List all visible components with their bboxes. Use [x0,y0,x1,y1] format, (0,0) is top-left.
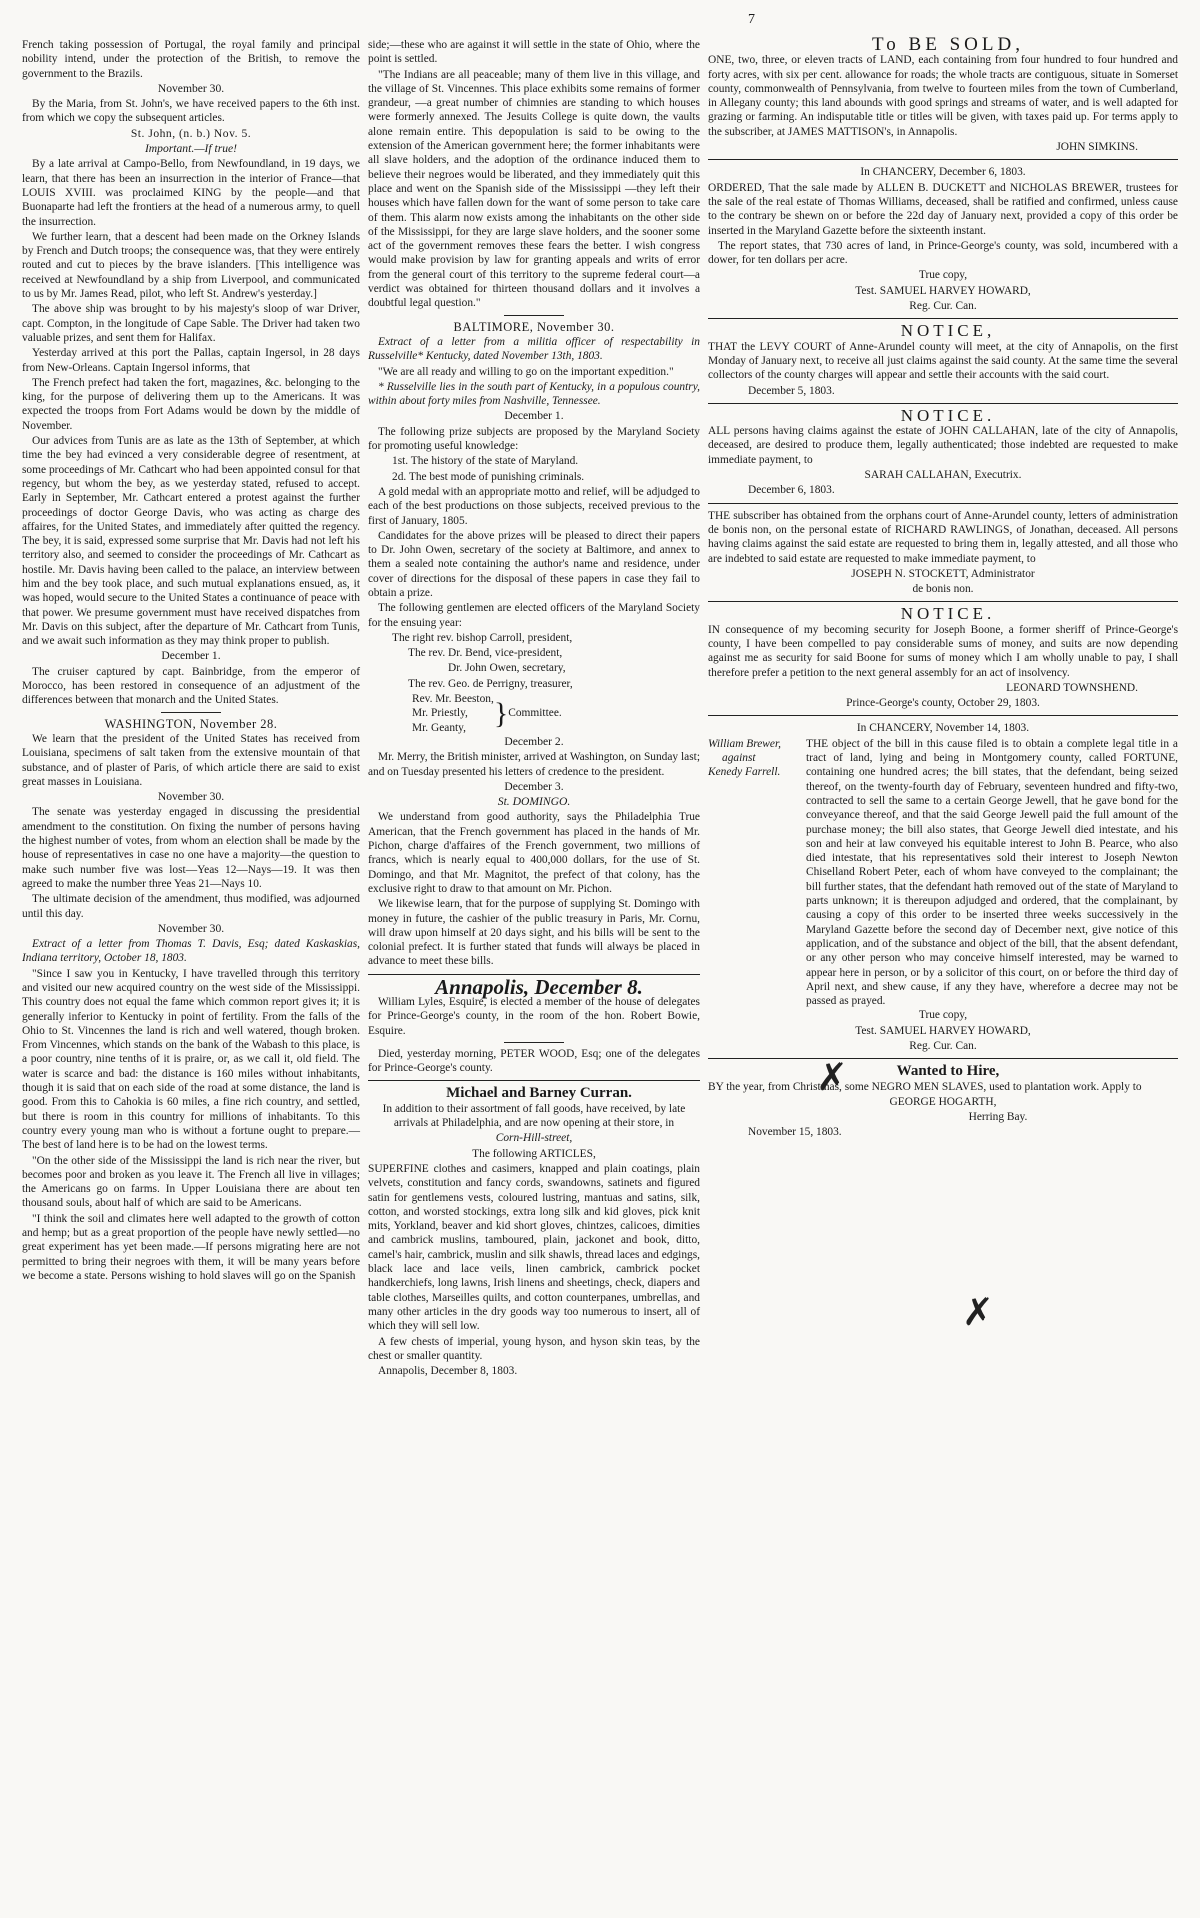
party: Kenedy Farrell. [708,766,781,779]
paragraph: By a late arrival at Campo-Bello, from Newfoundland, in 19 days, we learn, that there has been an insurrection in the interior of France—that LOUIS XVIII. was proclaimed KING by the people—and that Buonaparte had left the frontiers at the head of a numerous army, to quell the insurrection. [22,158,360,228]
notice-heading: NOTICE. [900,604,996,624]
divider [708,503,1178,504]
paragraph: "I think the soil and climates here well adapted to the growth of cotton and hemp; but as a great proportion of the people have newly settled—no great experiment has yet been made.—If persons migrating here are not permitted to bring their negroes with them, it will be many years before we become a state. Persons wishing to hold slaves will go on the Spanish [22,1212,360,1282]
paragraph: The report states, that 730 acres of land, in Prince-George's county, was sold, incumbered with a dower, for ten dollars per acre. [708,239,1178,267]
annapolis-heading: Annapolis, December 8. [435,974,643,999]
paragraph: True copy, [918,1009,968,1022]
paragraph: ORDERED, That the sale made by ALLEN B. DUCKETT and NICHOLAS BREWER, trustees for the sale of the real estate of Thomas Williams, deceased, shall be ratified and confirmed, unless cause to the contrary be shewn on or before the 22d day of January next, provided a copy of this order be inserted in the Maryland Gazette before the sixteenth instant. [708,181,1178,237]
paragraph: ONE, two, three, or eleven tracts of LAND, each containing from four hundred to four hundred and forty acres, with six per cent. allowance for roads; the whole tracts are contiguous, situate in Somerset county, commonwealth of Pennsylvania, from twelve to fourteen miles from the town of Cumberland, in Allegany county; this land abounds with good springs and streams of water, and is well adapted for grazing or farming. An indisputable title or titles will be given, with taxes paid up. For terms apply to the subscriber, at JAMES MATTISON's, in Annapolis. [708,54,1178,138]
committee-member: Mr. Priestly, [412,707,468,720]
paragraph: William Lyles, Esquire, is elected a member of the house of delegates for Prince-George's county, in the room of the hon. Robert Bowie, Esquire. [368,996,700,1037]
advert-heading: Wanted to Hire, [896,1063,1000,1080]
paragraph: Annapolis, December 8, 1803. [378,1365,518,1378]
signature: JOHN SIMKINS. [1056,141,1138,154]
paragraph: The following ARTICLES, [472,1147,596,1160]
divider [161,712,221,713]
divider [708,403,1178,404]
paragraph: Corn-Hill-street, [495,1132,573,1145]
paragraph: The ultimate decision of the amendment, thus modified, was adjourned until this day. [22,893,360,920]
paragraph: The above ship was brought to by his majesty's sloop of war Driver, capt. Compton, in the longitude of Cape Sable. The Driver had taken two valuable prizes, and sent them for Halifax. [22,303,360,344]
handwritten-x-mark: ✗ [962,1290,994,1334]
paragraph: The senate was yesterday engaged in discussing the presidential amendment to the constitution. On fixing the number of persons having the highest number of votes, from whom an election shall be made by the house of representatives in case no one have a majority—the question to make such number five was lost—Yeas 12—Nays—19. It was then agreed to make the number three Yeas 21—Nays 10. [22,806,360,890]
subheading: Important.—If true! [144,142,238,156]
committee-label: Committee. [508,707,562,720]
paragraph: BY the year, from Christmas, some NEGRO MEN SLAVES, used to plantation work. Apply to [708,1080,1142,1093]
handwritten-x-mark: ✗ [816,1055,848,1099]
officer-line: The rev. Dr. Bend, vice-president, [408,647,563,660]
case-parties [708,737,800,1009]
paragraph: "The Indians are all peaceable; many of them live in this village, and the village of St. Vincennes. This place exhibits some remains of former grandeur, —a great number of chimnies are standing to which houses were formerly annexed. The Jesuits College is quite down, the vaults alone remain entire. This depopulation is said to be owing to the extension of the American government here; the former inhabitants were all slave holders, and the adoption of the ordinance induced them to believe their negroes would be liberated, and they immediately quit this place and went on the Spanish side of the Mississippi —they left their houses which have fallen down for the want of some person to take care of them. This alarm now exists among the inhabitants on the other side of the Mississippi, for they are large slave holders, and the sooner some act of the government removes these fears the better. I wish congress would make provision by law for granting appeals and writs of error from the general court of this territory to the supreme federal court—a verdict was obtained for thirteen thousand dollars and it involves a doubtful legal question." [368,68,700,310]
notice-heading: In CHANCERY, November 14, 1803. [856,722,1030,735]
column-right [708,34,1178,1141]
paragraph: THAT the LEVY COURT of Anne-Arundel county will meet, at the city of Annapolis, on the first Monday of January next, to receive all just claims against the said county. At the same time the several collectors of the county charges will appear and settle their accounts with the said court. [708,340,1178,382]
dateline: November 30. [157,921,225,935]
paragraph: A gold medal with an appropriate motto and relief, will be adjudged to each of the best productions on those subjects, received previous to the first of January, 1805. [368,485,700,527]
column-left [22,38,360,1284]
dateline: Prince-George's county, October 29, 1803. [846,697,1040,710]
officer-line: Dr. John Owen, secretary, [448,662,566,675]
dateline: December 5, 1803. [748,384,835,397]
dateline: December 3. [504,779,564,793]
advert-heading: Michael and Barney Curran. [446,1085,632,1102]
paragraph: The following gentlemen are elected officers of the Maryland Society for the ensuing year: [368,602,700,629]
dateline: December 6, 1803. [748,484,835,497]
paragraph: Died, yesterday morning, PETER WOOD, Esq; one of the delegates for Prince-George's county. [368,1047,700,1075]
paragraph: IN consequence of my becoming security for Joseph Boone, a former sheriff of Prince-George's county, I have been compelled to pay considerable sums of money, and suits are now depending against me as security for said Boone for sums of money which I am wholly unable to pay, I shall therefore prefer a petition to the next general assembly for an act of insolvency. [708,623,1178,679]
page-number: 7 [748,12,755,27]
paragraph: By the Maria, from St. John's, we have received papers to the 6th inst. from which we copy the subsequent articles. [22,98,360,125]
divider [504,315,564,316]
extract-heading: Extract of a letter from Thomas T. Davis, Esq; dated Kaskaskias, Indiana territory, October 18, 1803. [22,938,360,965]
committee-names [412,692,494,735]
divider [708,1058,1178,1059]
footnote: * Russelville lies in the south part of Kentucky, in a populous country, within about forty miles from Nashville, Tennessee. [368,380,700,408]
signature: Test. SAMUEL HARVEY HOWARD, [855,1024,1031,1037]
signature: JOSEPH N. STOCKETT, Administrator [851,567,1035,580]
signature: Herring Bay. [968,1111,1028,1124]
paragraph: French taking possession of Portugal, the royal family and principal nobility intend, under the protection of the British, to remove the government to the Brazils. [22,39,360,80]
paragraph: True copy, [918,269,968,282]
dateline: November 30. [157,81,225,95]
paragraph: The French prefect had taken the fort, magazines, &c. belonging to the king, for the purpose of delivering them up to the Americans. It was expected the troops from Fort Adams would be down by the middle of November. [22,376,360,432]
notice-heading: NOTICE. [900,405,996,425]
subheading: St. DOMINGO. [497,795,571,809]
committee-member: Rev. Mr. Beeston, [412,693,494,706]
paragraph: "Since I saw you in Kentucky, I have travelled through this territory and visited our new acquired country on the west side of the Mississippi. This country does not equal the fame which common report gives it; it is generally inferior to Kentucky in point of fertility. From the falls of the Ohio to St. Vincennes the land is rich and well watered, though broken. From Vincennes, which stands on the bank of the Wabash to this place, is a poor country, nine tenths of it is praire, or, as we call it, old field. The water is scarce and bad: the distance is 160 miles without inhabitants, though it is said that on each side of the road at some distance, the land is good. From this to Cahokia is 60 miles, a fine rich country, and settled, but there is room in this country for millions of inhabitants. To this country every young man who is without a fortune ought to prepare.—The best of land here is to be had on the lowest terms. [22,967,360,1152]
paragraph: side;—these who are against it will settle in the state of Ohio, where the point is settled. [368,39,700,66]
signature: de bonis non. [912,583,974,596]
divider [708,159,1178,160]
paragraph: Candidates for the above prizes will be pleased to direct their papers to Dr. John Owen, secretary of the society at Baltimore, and annex to them a sealed note containing the author's name and residence, under cover of directions for the disposal of these papers in case they fail to obtain a prize. [368,529,700,599]
signature: Test. SAMUEL HARVEY HOWARD, [855,284,1031,297]
committee-block [368,692,700,735]
paragraph: THE subscriber has obtained from the orphans court of Anne-Arundel county, letters of administration de bonis non, on the personal estate of RICHARD RAWLINGS, of Jonathan, deceased. All persons having claims against the said estate are requested to bring them in, legally attested, and all those who are indebted to said estate are requested to make immediate payment, to [708,509,1178,565]
paragraph: A few chests of imperial, young hyson, and hyson skin teas, by the chest or smaller quantity. [368,1335,700,1362]
dateline: November 30. [157,790,225,804]
divider [708,715,1178,716]
column-middle [368,38,700,1379]
paragraph: We learn that the president of the United States has received from Louisiana, specimens of salt taken from the extensive mountain of that substance, and of plaster of Paris, of which article there are said to exist great masses in Louisiana. [22,732,360,788]
dateline: December 2. [504,734,564,748]
advert-heading: To BE SOLD, [872,34,1024,55]
divider [504,1042,564,1043]
paragraph: "We are all ready and willing to go on the important expedition." [378,365,674,378]
paragraph: We likewise learn, that for the purpose of supplying St. Domingo with money in future, the cashier of the public treasury in Paris, Mr. Cornu, will draw upon himself at 20 days sight, and his bills will be sent to the colonial prefect. It is further stated that funds will always be placed in advance to meet these bills. [368,898,700,968]
paragraph: Mr. Merry, the British minister, arrived at Washington, on Sunday last; and on Tuesday presented his letters of credence to the president. [368,751,700,778]
divider [708,601,1178,602]
paragraph: The following prize subjects are proposed by the Maryland Society for promoting useful knowledge: [368,425,700,453]
signature: Reg. Cur. Can. [909,1040,977,1052]
divider [368,1080,700,1081]
notice-heading: In CHANCERY, December 6, 1803. [860,166,1026,179]
paragraph: Our advices from Tunis are as late as the 13th of September, at which time the bey had evinced a very considerable degree of resentment, at some proceedings of Mr. Cathcart who had been appointed consul for that regency, but whom the bey, as we yesterday stated, refused to accept. Early in September, Mr. Cathcart entered a protest against the further proceedings of doctor George Davis, who was acting as charge des affaires, for the United States, and immediately after quitted the regency. The bey, it is said, expressed some surprise that Mr. Davis had not left his territory also, and seemed to consider the proceedings of Mr. Cathcart as hostile. Mr. Davis having been called to the palace, an interview between him and the bey took place, and such mutual explanations ensued, as, it was hoped, would secure to the United States a continuance of peace with that power. We presume government must have received dispatches from Mr. Davis on this subject, after the departure of Mr. Cathcart from Tunis, and we await such information as they may think proper to publish. [22,435,360,648]
paragraph: We further learn, that a descent had been made on the Orkney Islands by French and Dutch troops; the consequence was, that they were entirely routed and cut to pieces by the brave islanders. [This intelligence was received at Newfoundland by a ship from Liverpool, and communicated to us by Mr. James Read, pilot, who left St. Andrew's yesterday.] [22,230,360,301]
paragraph: ALL persons having claims against the estate of JOHN CALLAHAN, late of the city of Annapolis, deceased, are desired to produce them, legally authenticated; those indebted are requested to make immediate payment, to [708,425,1178,466]
party: against [722,752,756,765]
list-item: 2d. The best mode of punishing criminals. [392,470,585,483]
party: William Brewer, [708,737,781,750]
section-heading: WASHINGTON, November 28. [104,716,278,731]
signature: SARAH CALLAHAN, Executrix. [864,469,1022,482]
paragraph: THE object of the bill in this cause filed is to obtain a complete legal title in a tract of land, lying and being in Montgomery county, called FORTUNE, containing one hundred acres; the bill states, that the defendant, being seized thereof, on the twenty-fourth day of February, seventeen hundred and fifty-two, contracted to sell the same to a certain George Jewell, that he gave bond for the conveyance thereof, and that the said George Jewell paid the full amount of the purchase money; the bill also states, that George Jewell died intestate, and his son and heir at law conveyed his equitable interest to John B. Pearce, who also died intestate, that his representatives sold their interest to Joseph Newton Chiselland Robert Peter, each of whom have conveyed to the complainant; the bill further states, that the defendant hath removed out of the state of Maryland to parts unknown; it is thereupon adjudged and ordered, that the complainant, by causing a copy of this order to be inserted three weeks successively in the Maryland Gazette before the second day of December next, give notice of this application, and of the substance and object of the bill, that the absent defendant, or any other person who may conceive himself interested, may be warned to appear here in person, or by a solicitor of this court, on or before the third day of April next, and shew cause, if any they have, wherefore a decree may not be passed as prayed. [806,737,1178,1008]
divider [708,318,1178,319]
section-heading: BALTIMORE, November 30. [453,319,615,334]
paragraph: The cruiser captured by capt. Bainbridge, from the emperor of Morocco, has been restored in consequence of an adjustment of the differences between that monarch and the United States. [22,665,360,707]
signature: Reg. Cur. Can. [909,300,977,313]
paragraph: In addition to their assortment of fall goods, have received, by late arrivals at Philadelphia, and are now opening at their store, in [382,1102,686,1130]
officer-line: The right rev. bishop Carroll, president, [392,631,573,644]
list-item: 1st. The history of the state of Maryland. [392,455,579,468]
officer-line: The rev. Geo. de Perrigny, treasurer, [408,677,573,690]
paragraph: SUPERFINE clothes and casimers, knapped and plain coatings, plain velvets, constitution and fancy cords, swandowns, satinets and figured satin for gentlemens vests, coloured lustring, mantuas and satins, silk, cotton, and worsted stockings, extra long silk and kid gloves, pick knit mits, Yorkland, beaver and kid short gloves, chintzes, calicoes, dimities and cambrick muslins, tamboured, plain, jackonet and book, ditto, camel's hair, cambrick, muslin and silk shawls, thread laces and edgings, black lace and lace veils, linen cambrick, cambrick pocket handkerchiefs, long lawns, Irish linens and sheetings, check, diapers and table clothes, Marseilles quilts, and cotton counterpanes, umbrellas, and many other articles in the dry goods way too numerous to insert, all of which they will sell low. [368,1162,700,1333]
signature: GEORGE HOGARTH, [889,1095,997,1108]
chancery-case [708,737,1178,1009]
brace-icon: } [493,696,509,730]
dateline: November 15, 1803. [748,1126,842,1139]
signature: LEONARD TOWNSHEND. [1006,681,1138,694]
extract-heading: Extract of a letter from a militia officer of respectability in Russelville* Kentucky, dated November 13th, 1803. [368,335,700,363]
paragraph: Yesterday arrived at this port the Pallas, captain Ingersol, in 28 days from New-Orleans. Captain Ingersol informs, that [22,347,360,374]
dateline: St. John, (n. b.) Nov. 5. [130,126,252,140]
dateline: December 1. [161,649,221,663]
notice-heading: NOTICE, [900,321,996,341]
paragraph: We understand from good authority, says the Philadelphia True American, that the French government has placed in the hands of Mr. Pichon, charge d'affaires of the French government, two millions of francs, which is nearly equal to 400,000 dollars, for the use of St. Domingo, and that Mr. Magnitot, the prefect of that colony, has the exclusive right to draw to that amount on Mr. Pichon. [368,811,700,895]
paragraph: "On the other side of the Mississippi the land is rich near the river, but becomes poor and broken as you leave it. The French all live in villages; the Americans go on farms. In Upper Louisiana there are about ten thousand souls, about half of which are said to be Americans. [22,1154,360,1210]
committee-member: Mr. Geanty, [412,721,466,734]
dateline: December 1. [504,409,564,423]
